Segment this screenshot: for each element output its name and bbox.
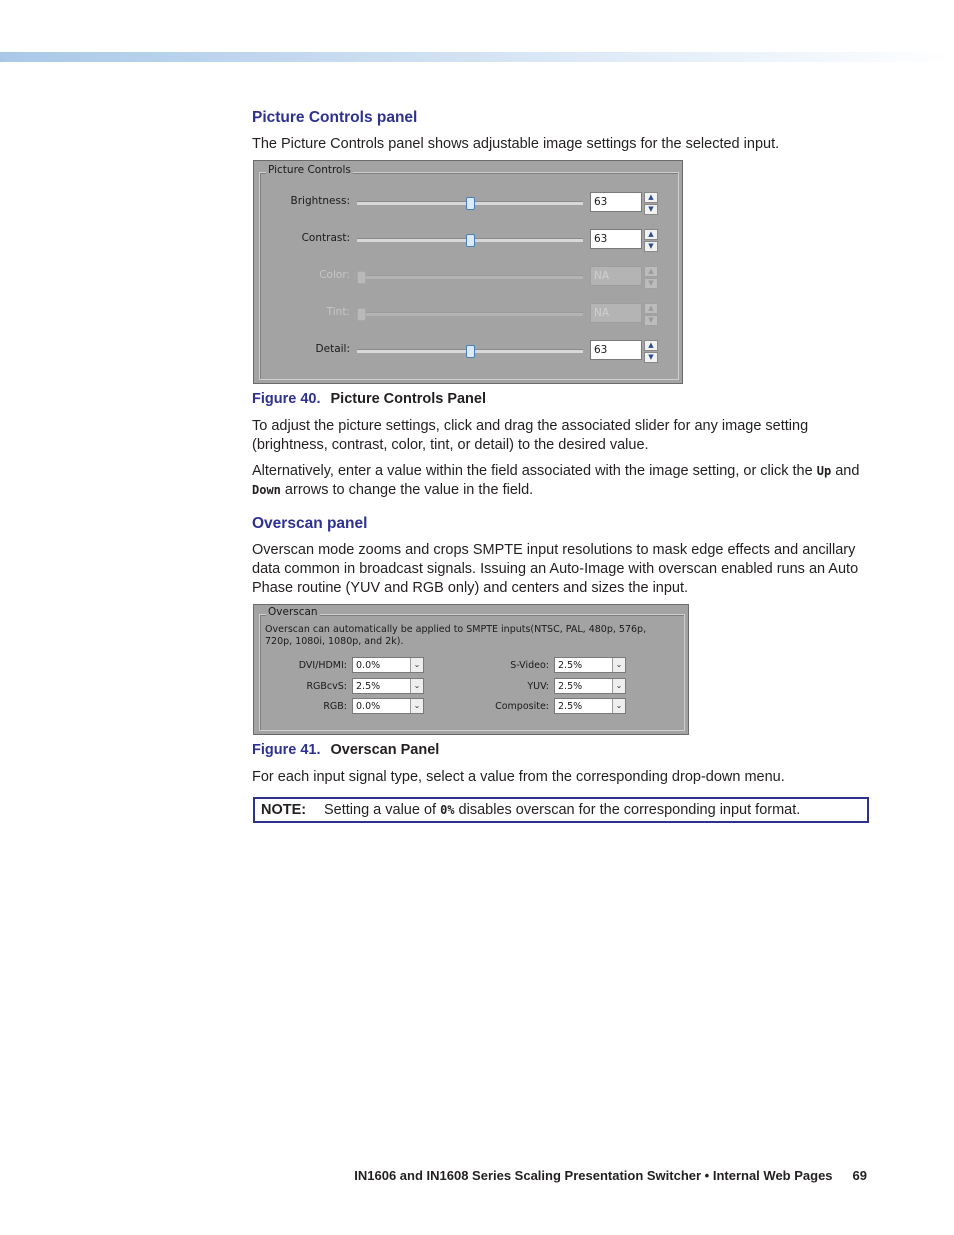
text-span: Alternatively, enter a value within the field associated with the image setting, or click the [252, 463, 817, 479]
setting-label: Brightness: [290, 195, 350, 207]
dropdown-value: 2.5% [558, 701, 583, 712]
text-span: and [831, 463, 860, 479]
dropdown-value: 0.0% [356, 660, 381, 671]
slider-thumb [357, 271, 366, 284]
setting-value-input[interactable]: 63 [590, 229, 642, 249]
up-keyword: Up [816, 464, 832, 478]
figure-41-caption [252, 742, 439, 758]
setting-spinner[interactable] [644, 229, 658, 249]
overscan-label: RGB: [323, 701, 347, 712]
chevron-down-icon[interactable]: ⌄ [410, 679, 423, 693]
overscan-label: YUV: [527, 681, 549, 692]
overscan-label: RGBcvS: [306, 681, 347, 692]
note-box [253, 797, 869, 823]
section-heading-picture-controls: Picture Controls panel [252, 109, 418, 126]
spin-down-icon: ▼ [644, 278, 658, 289]
setting-spinner [644, 303, 658, 323]
overscan-screenshot [253, 604, 689, 735]
note-label: NOTE: [261, 802, 307, 818]
header-gradient-bar [0, 52, 954, 62]
page-number: 69 [852, 1168, 867, 1183]
setting-value-input[interactable]: 63 [590, 192, 642, 212]
zero-percent-code: 0% [440, 803, 455, 817]
paragraph-each-input: For each input signal type, select a value from the corresponding drop-down menu. [252, 769, 785, 785]
picture-control-row [254, 192, 678, 214]
dropdown-value: 2.5% [558, 681, 583, 692]
chevron-down-icon[interactable]: ⌄ [612, 658, 625, 672]
figure-40-caption [252, 391, 486, 407]
spin-down-icon[interactable]: ▼ [644, 241, 658, 252]
overscan-dropdown[interactable] [554, 678, 626, 694]
setting-spinner [644, 266, 658, 286]
overscan-dropdown[interactable] [554, 698, 626, 714]
overscan-dropdown[interactable] [554, 657, 626, 673]
setting-spinner[interactable] [644, 192, 658, 212]
footer-title: IN1606 and IN1608 Series Scaling Presentation Switcher • Internal Web Pages [354, 1168, 833, 1183]
setting-value-input: NA [590, 303, 642, 323]
spin-up-icon[interactable]: ▲ [644, 229, 658, 240]
paragraph-alternatively [252, 462, 862, 500]
spin-up-icon[interactable]: ▲ [644, 340, 658, 351]
overscan-label: DVI/HDMI: [298, 660, 347, 671]
chevron-down-icon[interactable]: ⌄ [410, 658, 423, 672]
setting-value-input[interactable]: 63 [590, 340, 642, 360]
slider-thumb [357, 308, 366, 321]
setting-value-input: NA [590, 266, 642, 286]
slider-thumb[interactable] [466, 345, 475, 358]
overscan-legend: Overscan [268, 606, 318, 618]
picture-control-row [254, 340, 678, 362]
picture-control-row [254, 229, 678, 251]
dropdown-value: 0.0% [356, 701, 381, 712]
slider-thumb[interactable] [466, 234, 475, 247]
text-span: Setting a value of [324, 802, 441, 818]
chevron-down-icon[interactable]: ⌄ [612, 679, 625, 693]
dropdown-value: 2.5% [558, 660, 583, 671]
setting-label: Tint: [326, 306, 350, 318]
setting-slider [357, 275, 583, 279]
setting-label: Color: [319, 269, 350, 281]
figure-title: Picture Controls Panel [330, 391, 487, 407]
setting-slider[interactable] [357, 238, 583, 242]
figure-number: Figure 41. [252, 742, 321, 758]
paragraph-adjust: To adjust the picture settings, click and drag the associated slider for any image setting (brightness, contrast, color, tint, or detail) to the desired value. [252, 418, 809, 453]
spin-up-icon: ▲ [644, 266, 658, 277]
page-footer [354, 1168, 867, 1183]
section-heading-overscan: Overscan panel [252, 515, 368, 532]
overscan-intro: Overscan mode zooms and crops SMPTE input resolutions to mask edge effects and ancillary data common in broadcast signals. Issuing an Auto-Image with overscan enabled runs an Auto Phase routine (YUV and RGB only) and centers and sizes the input. [252, 542, 859, 596]
picture-controls-legend: Picture Controls [268, 164, 351, 176]
picture-controls-screenshot [253, 160, 683, 384]
setting-slider [357, 312, 583, 316]
dropdown-value: 2.5% [356, 681, 381, 692]
figure-number: Figure 40. [252, 391, 321, 407]
spin-up-icon[interactable]: ▲ [644, 192, 658, 203]
overscan-description: Overscan can automatically be applied to SMPTE inputs(NTSC, PAL, 480p, 576p, 720p, 1080i, 1080p, and 2k). [265, 624, 647, 647]
setting-slider[interactable] [357, 349, 583, 353]
picture-controls-intro: The Picture Controls panel shows adjustable image settings for the selected input. [252, 136, 780, 152]
setting-slider[interactable] [357, 201, 583, 205]
overscan-label: S-Video: [510, 660, 549, 671]
overscan-dropdown[interactable] [352, 678, 424, 694]
setting-label: Detail: [315, 343, 350, 355]
down-keyword: Down [252, 483, 281, 497]
figure-title: Overscan Panel [330, 742, 440, 758]
overscan-dropdown[interactable] [352, 698, 424, 714]
spin-up-icon: ▲ [644, 303, 658, 314]
text-span: arrows to change the value in the field. [280, 482, 534, 498]
overscan-dropdown[interactable] [352, 657, 424, 673]
chevron-down-icon[interactable]: ⌄ [410, 699, 423, 713]
text-span: disables overscan for the corresponding input format. [454, 802, 801, 818]
spin-down-icon: ▼ [644, 315, 658, 326]
overscan-label: Composite: [495, 701, 549, 712]
slider-thumb[interactable] [466, 197, 475, 210]
setting-spinner[interactable] [644, 340, 658, 360]
note-text [324, 802, 800, 818]
chevron-down-icon[interactable]: ⌄ [612, 699, 625, 713]
spin-down-icon[interactable]: ▼ [644, 204, 658, 215]
picture-control-row [254, 303, 678, 325]
picture-control-row [254, 266, 678, 288]
spin-down-icon[interactable]: ▼ [644, 352, 658, 363]
setting-label: Contrast: [301, 232, 350, 244]
